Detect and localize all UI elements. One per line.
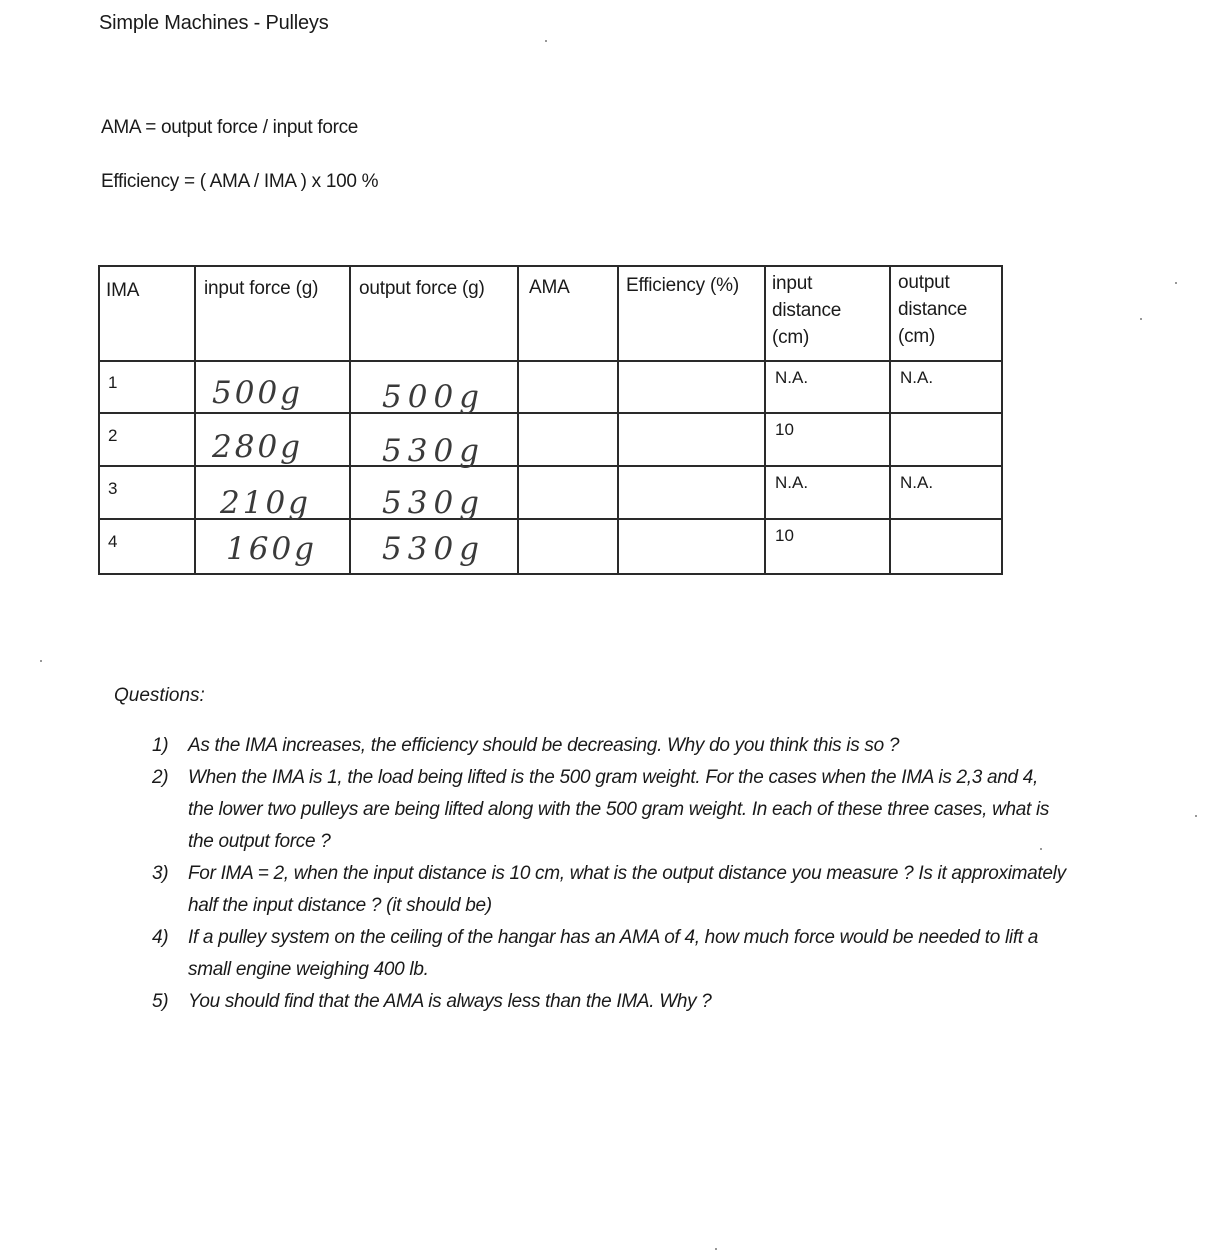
- row-3-input-distance: N.A.: [775, 473, 809, 492]
- pulley-data-table: [98, 265, 1003, 575]
- row-2-input-force: 280g: [212, 429, 304, 465]
- header-input-force: input force (g): [204, 278, 319, 299]
- question-number: 1): [152, 735, 169, 756]
- question-item: [146, 986, 1066, 1018]
- questions-heading: Questions:: [114, 685, 205, 706]
- scan-speck: [1195, 815, 1197, 817]
- question-item: [146, 730, 1066, 762]
- row-4-ima: 4: [108, 532, 118, 551]
- table-divider: [349, 267, 351, 573]
- question-item: [146, 762, 1066, 858]
- row-2-input-distance: 10: [775, 420, 794, 439]
- row-3-output-distance: N.A.: [900, 473, 934, 492]
- row-4-input-force: 160g: [226, 531, 318, 567]
- table-divider: [889, 267, 891, 573]
- table-divider: [100, 412, 1001, 414]
- question-number: 2): [152, 767, 169, 788]
- question-item: [146, 858, 1066, 922]
- row-1-output-distance: N.A.: [900, 368, 934, 387]
- row-2-output-force: 530g: [382, 433, 486, 469]
- row-1-ima: 1: [108, 373, 118, 392]
- row-3-input-force: 210g: [220, 485, 312, 521]
- header-ama: AMA: [529, 277, 570, 298]
- scan-speck: [1140, 318, 1142, 320]
- row-1-input-distance: N.A.: [775, 368, 809, 387]
- question-text: If a pulley system on the ceiling of the hangar has an AMA of 4, how much force would be needed to lift a small engine weighing 400 lb.: [188, 927, 1039, 980]
- page-title: Simple Machines - Pulleys: [99, 12, 329, 34]
- question-number: 5): [152, 991, 169, 1012]
- row-3-ima: 3: [108, 479, 118, 498]
- header-input-distance: input distance (cm): [772, 273, 842, 348]
- row-4-input-distance: 10: [775, 526, 794, 545]
- question-number: 4): [152, 927, 169, 948]
- row-1-input-force: 500g: [212, 375, 304, 411]
- table-divider: [194, 267, 196, 573]
- scan-speck: [1040, 848, 1042, 850]
- question-text: You should find that the AMA is always less than the IMA. Why ?: [188, 991, 712, 1012]
- row-2-ima: 2: [108, 426, 118, 445]
- question-item: [146, 922, 1066, 986]
- scan-speck: [40, 660, 42, 662]
- scan-speck: [1175, 282, 1177, 284]
- ama-formula: AMA = output force / input force: [101, 117, 359, 138]
- header-ima: IMA: [106, 280, 140, 301]
- table-divider: [517, 267, 519, 573]
- question-text: For IMA = 2, when the input distance is 10 cm, what is the output distance you measure ? Is it approximately half the input distance ? (it should be): [188, 863, 1066, 916]
- header-output-distance: output distance (cm): [898, 272, 968, 347]
- row-1-output-force: 500g: [382, 379, 486, 415]
- question-text: As the IMA increases, the efficiency should be decreasing. Why do you think this is so ?: [188, 735, 900, 756]
- header-output-force: output force (g): [359, 278, 485, 299]
- table-divider: [764, 267, 766, 573]
- question-list: [146, 730, 1066, 1018]
- table-divider: [100, 360, 1001, 362]
- efficiency-formula: Efficiency = ( AMA / IMA ) x 100 %: [101, 171, 379, 192]
- header-efficiency: Efficiency (%): [626, 275, 739, 296]
- question-number: 3): [152, 863, 169, 884]
- table-divider: [100, 465, 1001, 467]
- table-divider: [617, 267, 619, 573]
- row-3-output-force: 530g: [382, 485, 486, 521]
- scan-speck: [715, 1248, 717, 1250]
- scan-speck: [545, 40, 547, 42]
- question-text: When the IMA is 1, the load being lifted is the 500 gram weight. For the cases when the IMA is 2,3 and 4, the lower two pulleys are being lifted along with the 500 gram weight. In each of these three cases, what is the output force ?: [188, 767, 1050, 852]
- row-4-output-force: 530g: [382, 531, 486, 567]
